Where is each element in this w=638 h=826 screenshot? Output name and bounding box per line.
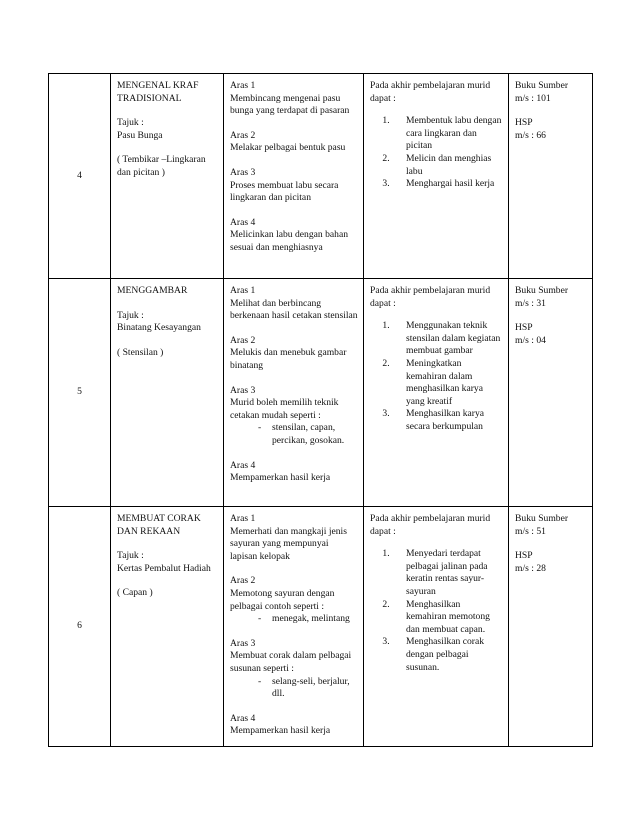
aras-text: Membincang mengenai pasu bunga yang terdapat di pasaran — [230, 92, 350, 117]
topic-cell — [111, 279, 224, 507]
topic-cell — [111, 507, 224, 747]
resource-page: m/s : 51 — [515, 525, 546, 537]
example-item: - stensilan, capan, percikan, gosokan. — [258, 422, 358, 447]
week-number: 4 — [49, 74, 111, 279]
topic-title: TRADISIONAL — [117, 92, 182, 104]
lesson-row — [49, 74, 593, 279]
resource-hsp-page: m/s : 04 — [515, 334, 546, 346]
aras-label: Aras 3 — [230, 166, 256, 178]
aras-block — [230, 513, 358, 563]
aras-label: Aras 4 — [230, 712, 256, 724]
resource-book: Buku Sumber — [515, 285, 569, 296]
aras-block — [230, 130, 358, 155]
resource-book: Buku Sumber — [515, 80, 569, 91]
aras-label: Aras 4 — [230, 216, 256, 228]
objective-intro: Pada akhir pembelajaran murid dapat : — [370, 80, 491, 104]
aras-label: Aras 1 — [230, 513, 256, 524]
objective-item: 3. Menghasilkan corak dengan pelbagai susunan. — [392, 636, 503, 674]
objective-item: 2. Melicin dan menghias labu — [392, 153, 503, 178]
aras-block — [230, 385, 358, 448]
tajuk-value: Kertas Pembalut Hadiah — [117, 562, 211, 574]
topic-title: MENGENAL KRAF — [117, 80, 199, 91]
resources-cell — [509, 74, 593, 279]
objective-item: 3. Menghasilkan karya secara berkumpulan — [392, 408, 503, 433]
week-number: 6 — [49, 507, 111, 747]
tajuk-label: Tajuk : — [117, 309, 144, 321]
objective-item: 1. Menggunakan teknik stensilan dalam kegiatan membuat gambar — [392, 320, 503, 358]
technique-note: ( Tembikar –Lingkaran dan picitan ) — [117, 154, 206, 178]
topic-title: DAN REKAAN — [117, 525, 181, 537]
objectives-cell — [364, 507, 509, 747]
aras-block — [230, 285, 358, 323]
objectives-cell — [364, 74, 509, 279]
objectives-cell — [364, 279, 509, 507]
example-item: - selang-seli, berjalur, dll. — [258, 676, 358, 701]
resource-hsp: HSP — [515, 322, 533, 334]
lesson-row — [49, 279, 593, 507]
resources-cell — [509, 279, 593, 507]
resources-cell — [509, 507, 593, 747]
topic-cell — [111, 74, 224, 279]
tajuk-value: Pasu Bunga — [117, 129, 163, 141]
aras-label: Aras 3 — [230, 384, 256, 396]
objective-item: 1. Menyedari terdapat pelbagai jalinan pada keratin rentas sayur-sayuran — [392, 548, 503, 598]
aras-text: Mempamerkan hasil kerja — [230, 472, 331, 484]
objective-item: 2. Menghasilkan kemahiran memotong dan membuat capan. — [392, 599, 503, 637]
week-number: 5 — [49, 279, 111, 507]
aras-label: Aras 1 — [230, 80, 256, 91]
aras-label: Aras 2 — [230, 129, 256, 141]
aras-label: Aras 3 — [230, 637, 256, 649]
aras-label: Aras 1 — [230, 285, 256, 296]
objective-intro: Pada akhir pembelajaran murid dapat : — [370, 285, 491, 309]
objective-intro: Pada akhir pembelajaran murid dapat : — [370, 513, 491, 537]
resource-page: m/s : 31 — [515, 297, 546, 309]
activities-cell — [224, 279, 364, 507]
aras-text: Melihat dan berbincang berkenaan hasil cetakan stensilan — [230, 297, 358, 322]
aras-text: Memerhati dan mangkaji jenis sayuran yang mempunyai lapisan kelopak — [230, 525, 347, 562]
tajuk-label: Tajuk : — [117, 117, 144, 129]
resource-hsp: HSP — [515, 550, 533, 562]
resource-page: m/s : 101 — [515, 92, 551, 104]
activities-cell — [224, 74, 364, 279]
resource-book: Buku Sumber — [515, 513, 569, 524]
technique-note: ( Stensilan ) — [117, 346, 164, 358]
technique-note: ( Capan ) — [117, 587, 153, 599]
aras-text: Melakar pelbagai bentuk pasu — [230, 142, 346, 154]
aras-text: Proses membuat labu secara lingkaran dan picitan — [230, 179, 339, 204]
objective-item: 3. Menghargai hasil kerja — [392, 178, 503, 191]
resource-hsp-page: m/s : 28 — [515, 562, 546, 574]
topic-title: MENGGAMBAR — [117, 285, 188, 296]
aras-block — [230, 80, 358, 118]
aras-text: Membuat corak dalam pelbagai susunan seperti : — [230, 650, 352, 674]
resource-hsp: HSP — [515, 117, 533, 129]
aras-label: Aras 2 — [230, 575, 256, 587]
aras-block — [230, 167, 358, 205]
resource-hsp-page: m/s : 66 — [515, 129, 546, 141]
aras-block — [230, 638, 358, 701]
aras-text: Melicinkan labu dengan bahan sesuai dan menghiasnya — [230, 229, 349, 253]
aras-text: Memotong sayuran dengan pelbagai contoh seperti : — [230, 587, 335, 612]
activities-cell — [224, 507, 364, 747]
tajuk-label: Tajuk : — [117, 550, 144, 562]
lesson-row — [49, 507, 593, 747]
aras-text: Melukis dan menebuk gambar binatang — [230, 347, 347, 371]
aras-text: Mempamerkan hasil kerja — [230, 725, 331, 737]
aras-label: Aras 4 — [230, 459, 256, 471]
aras-block — [230, 713, 358, 738]
aras-label: Aras 2 — [230, 334, 256, 346]
aras-block — [230, 460, 358, 485]
objective-item: 2. Meningkatkan kemahiran dalam menghasilkan karya yang kreatif — [392, 358, 503, 408]
objective-item: 1. Membentuk labu dengan cara lingkaran dan picitan — [392, 115, 503, 153]
topic-title: MEMBUAT CORAK — [117, 513, 201, 524]
aras-block — [230, 217, 358, 255]
example-item: - menegak, melintang — [258, 613, 358, 626]
tajuk-value: Binatang Kesayangan — [117, 322, 201, 334]
aras-block — [230, 335, 358, 373]
aras-text: Murid boleh memilih teknik cetakan mudah seperti : — [230, 397, 339, 421]
aras-block — [230, 575, 358, 625]
lesson-plan-table — [48, 73, 593, 747]
